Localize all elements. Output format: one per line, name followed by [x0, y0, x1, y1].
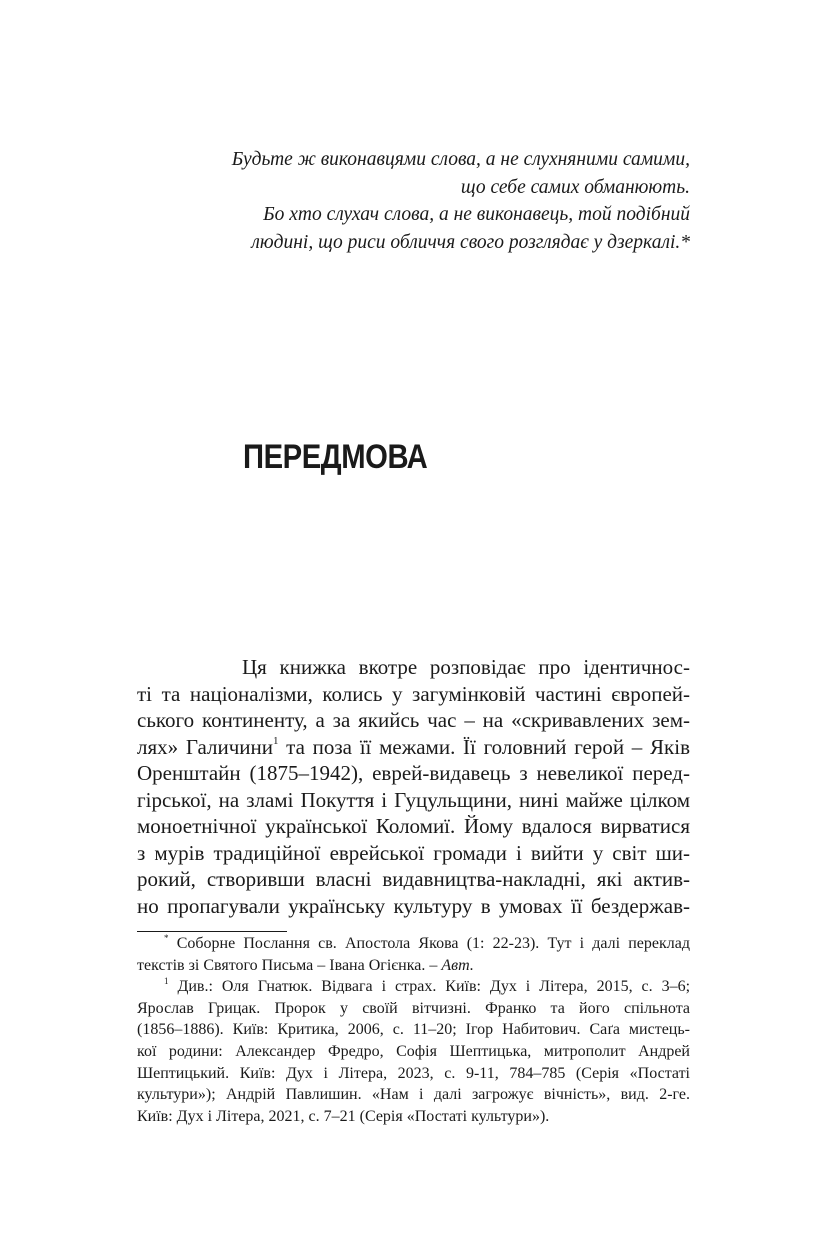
body-text-fragment: та поза її межами. Її головний герой – Яків	[278, 734, 690, 759]
body-line: но пропагували українську культуру в умовах її бездержав-	[137, 893, 690, 918]
body-line: рокий, створивши власні видавництва-накладні, які актив-	[137, 867, 690, 891]
chapter-title: ПЕРЕДМОВА	[243, 438, 428, 476]
footnote-ref: 1	[272, 734, 279, 747]
body-line: гірської, на зламі Покуття і Гуцульщини, нині майже цілком	[137, 787, 690, 812]
body-line: моноетнічної української Коломиї. Йому вдалося вирватися	[137, 814, 690, 838]
footnote-line: Шептицький. Київ: Дух і Літера, 2023, с. 9-11, 784–785 (Серія «Постаті	[137, 1064, 690, 1082]
body-paragraph	[137, 654, 690, 919]
footnote-line	[137, 976, 690, 998]
body-line: ського континенту, а за якийсь час – на «скривавлених зем-	[137, 708, 690, 732]
epigraph	[130, 146, 690, 256]
epigraph-line: Будьте ж виконавцями слова, а не слухняними самими,	[231, 149, 690, 170]
body-line: Ця книжка вкотре розповідає про ідентичнос-	[242, 655, 690, 679]
body-text-fragment: лях» Галичини	[137, 734, 273, 759]
body-line: Оренштайн (1875–1942), еврей-видавець з невеликої перед-	[137, 761, 690, 785]
epigraph-line: що себе самих обманюють.	[460, 176, 690, 198]
footnote-marker: 1	[164, 975, 169, 986]
footnote-line: культури»); Андрій Павлишин. «Нам і далі загрожує вічність», вид. 2-ге.	[137, 1086, 690, 1104]
footnote-line: Ярослав Грицак. Пророк у своїй вітчизні. Франко та його спільнота	[137, 999, 690, 1017]
footnote-line	[137, 955, 690, 977]
footnote-text: Див.: Оля Гнатюк. Відвага і страх. Київ: Дух і Літера, 2015, с. 3–6;	[177, 978, 691, 996]
body-line: ті та націоналізми, колись у загумінковій частині європей-	[137, 681, 690, 706]
footnotes	[137, 933, 690, 1127]
footnote-line	[137, 933, 690, 955]
footnote-marker: *	[164, 932, 169, 943]
epigraph-line: Бо хто слухач слова, а не виконавець, той подібний	[263, 204, 690, 225]
footnote-line: кої родини: Александер Фредро, Софія Шептицька, митрополит Андрей	[137, 1042, 690, 1060]
footnote-text: текстів зі Святого Письма – Івана Огієнка. –	[137, 956, 442, 974]
body-line: з мурів традиційної еврейської громади і вийти у світ ши-	[137, 840, 690, 865]
footnote-author-mark: Авт.	[441, 956, 474, 974]
body-line	[137, 734, 690, 761]
footnote-line: Київ: Дух і Літера, 2021, с. 7–21 (Серія «Постаті культури»).	[137, 1107, 550, 1125]
epigraph-line: людині, що риси обличчя свого розглядає у дзеркалі.*	[251, 231, 690, 253]
footnote-text: Соборне Послання св. Апостола Якова (1: 22-23). Тут і далі переклад	[176, 935, 691, 952]
footnote-divider	[137, 931, 287, 932]
footnote-line: (1856–1886). Київ: Критика, 2006, с. 11–20; Ігор Набитович. Сaґa мистець-	[137, 1021, 690, 1039]
